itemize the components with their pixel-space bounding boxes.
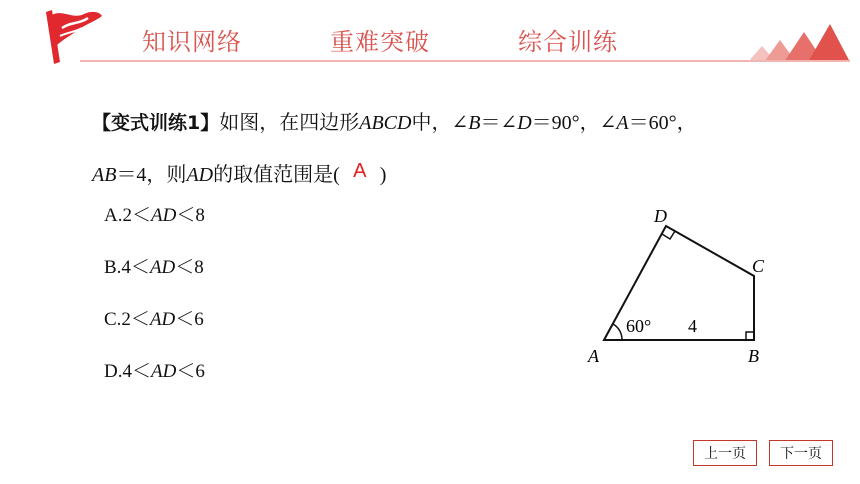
option-d[interactable]: D.4＜AD＜6 [104,361,205,382]
label-d: D [654,206,667,226]
tab-knowledge-network[interactable]: 知识网络 [142,28,242,56]
question-line-2: AB＝4，则AD的取值范围是( A ) [92,160,387,186]
option-a[interactable]: A.2＜AD＜8 [104,205,205,226]
option-c[interactable]: C.2＜AD＜6 [104,309,204,330]
quadrilateral-figure [580,200,780,370]
flag-logo-icon [42,6,104,64]
answer-text: A [353,160,367,182]
mountains-decoration-icon [748,24,850,62]
right-angle-mark-d [662,231,675,239]
angle-label: 60° [626,316,652,336]
angle-arc-a [613,324,622,340]
label-c: C [752,256,765,276]
label-b: B [748,346,759,366]
option-b[interactable]: B.4＜AD＜8 [104,257,204,278]
prev-page-button[interactable]: 上一页 [693,440,757,466]
question-tag: 【变式训练1】 [92,112,220,134]
question-line-1: 【变式训练1】如图，在四边形ABCD中，∠B＝∠D＝90°，∠A＝60°， [92,112,697,134]
tab-comprehensive-training[interactable]: 综合训练 [518,28,618,56]
label-a: A [588,346,599,366]
header-divider [80,60,850,62]
side-label: 4 [688,316,697,336]
tab-key-breakthrough[interactable]: 重难突破 [330,28,430,56]
next-page-button[interactable]: 下一页 [769,440,833,466]
right-angle-mark-b [746,332,754,340]
